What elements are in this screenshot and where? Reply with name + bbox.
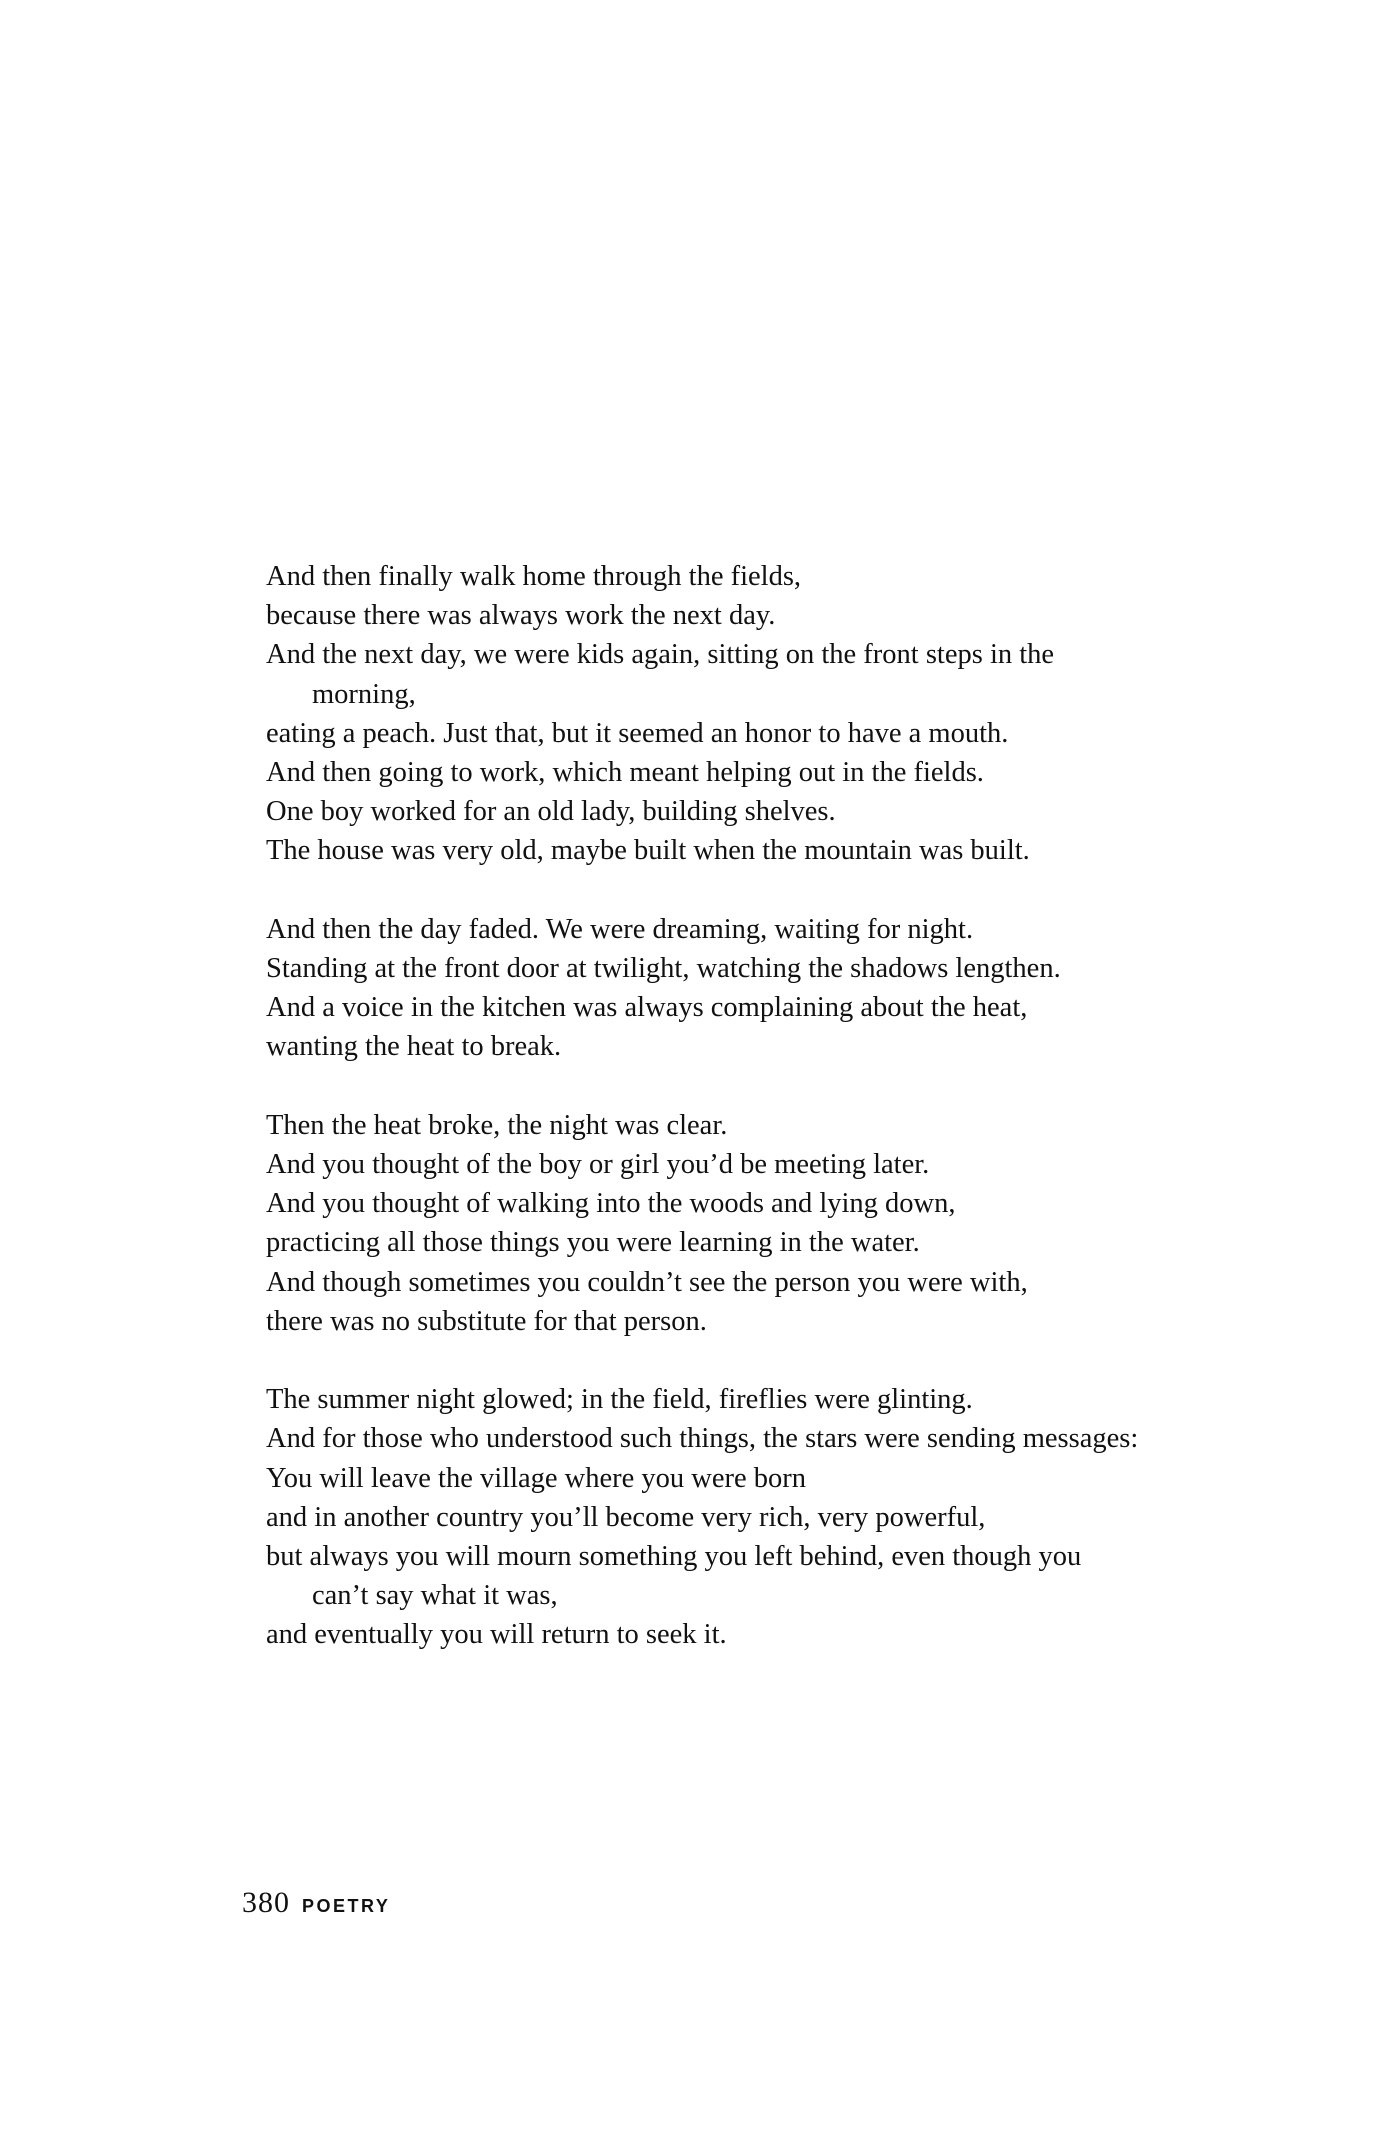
poem-stanza-2 <box>266 910 1366 1067</box>
poem-line: because there was always work the next day. <box>266 600 776 632</box>
page-footer <box>242 1886 390 1920</box>
poem-line: One boy worked for an old lady, building shelves. <box>266 796 836 828</box>
poem-stanza-3 <box>266 1106 1366 1341</box>
poem-body <box>266 557 1366 1694</box>
poem-line: but always you will mourn something you left behind, even though you can’t say what it was, <box>266 1541 1082 1612</box>
poem-line: And then going to work, which meant helping out in the fields. <box>266 757 984 789</box>
poem-line: Standing at the front door at twilight, watching the shadows lengthen. <box>266 953 1061 985</box>
poem-line: And then finally walk home through the fields, <box>266 561 802 592</box>
poem-line: eating a peach. Just that, but it seemed an honor to have a mouth. <box>266 717 1009 749</box>
poem-line: and eventually you will return to seek it. <box>266 1619 727 1651</box>
poem-line: Then the heat broke, the night was clear. <box>266 1109 728 1141</box>
poem-line: and in another country you’ll become very rich, very powerful, <box>266 1501 986 1533</box>
poem-line: And the next day, we were kids again, sitting on the front steps in the morning, <box>266 639 1055 710</box>
running-head: POETRY <box>302 1896 391 1916</box>
poem-line: wanting the heat to break. <box>266 1031 562 1063</box>
poem-stanza-4 <box>266 1380 1366 1654</box>
poem-line: practicing all those things you were learning in the water. <box>266 1227 920 1259</box>
poem-line: You will leave the village where you were born <box>266 1462 807 1494</box>
poem-line: And for those who understood such things, the stars were sending messages: <box>266 1423 1139 1455</box>
poem-line: And you thought of walking into the woods and lying down, <box>266 1188 956 1220</box>
poem-line: there was no substitute for that person. <box>266 1305 707 1337</box>
poem-line: And you thought of the boy or girl you’d be meeting later. <box>266 1149 930 1181</box>
poem-line: And then the day faded. We were dreaming, waiting for night. <box>266 913 974 945</box>
poem-line: The house was very old, maybe built when the mountain was built. <box>266 835 1030 867</box>
poem-line: The summer night glowed; in the field, fireflies were glinting. <box>266 1384 973 1416</box>
poem-line: And though sometimes you couldn’t see the person you were with, <box>266 1266 1028 1298</box>
poem-line: And a voice in the kitchen was always complaining about the heat, <box>266 992 1028 1024</box>
poem-stanza-1 <box>266 557 1366 871</box>
page-number: 380 <box>242 1886 290 1919</box>
